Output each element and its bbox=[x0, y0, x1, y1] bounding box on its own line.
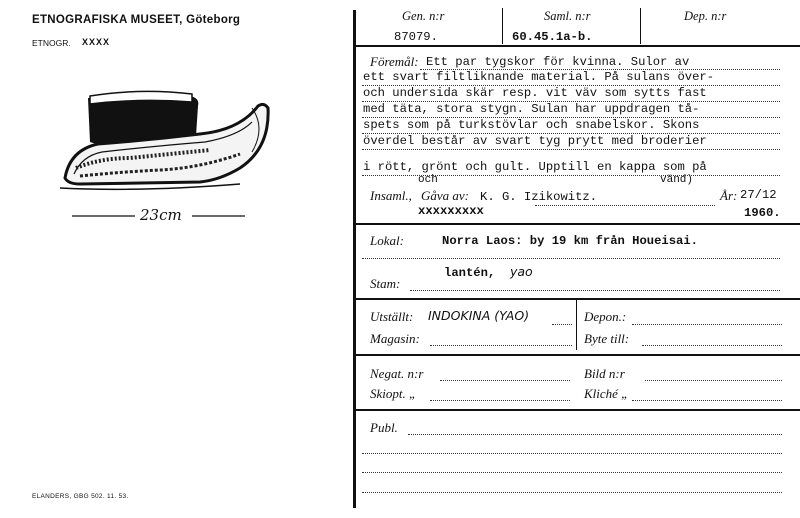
utstallt-handwritten: INDOKINA (YAO) bbox=[428, 308, 530, 323]
section-rule bbox=[355, 354, 800, 356]
dotted-line bbox=[440, 380, 570, 381]
saml-nr-label: Saml. n:r bbox=[544, 9, 591, 23]
foremal-line-1: Ett par tygskor för kvinna. Sulor av bbox=[426, 55, 690, 69]
gen-nr-value: 87079. bbox=[394, 30, 438, 44]
dotted-line bbox=[645, 380, 782, 381]
etnogr-label: ETNOGR. bbox=[32, 38, 71, 48]
header-divider-2 bbox=[640, 8, 641, 44]
publ-label: Publ. bbox=[370, 420, 398, 435]
skiopt-label: Skiopt. „ bbox=[370, 386, 417, 401]
kliche-label: Kliché „ bbox=[584, 386, 629, 401]
year-value: 1960. bbox=[744, 206, 781, 220]
insaml-label: Insaml., bbox=[370, 188, 412, 203]
dotted-line bbox=[420, 69, 780, 70]
foremal-line-3: och undersida skär resp. vit väv som sytts fast bbox=[363, 86, 707, 100]
gava-label: Gåva av: bbox=[421, 188, 470, 203]
dotted-line bbox=[642, 345, 782, 346]
dotted-line bbox=[430, 345, 572, 346]
dotted-line bbox=[362, 149, 780, 150]
header-rule bbox=[355, 45, 800, 47]
dotted-line bbox=[362, 453, 782, 454]
stam-value: lantén, bbox=[444, 266, 496, 280]
lokal-value: Norra Laos: by 19 km från Houeisai. bbox=[442, 234, 698, 248]
measurement-label: 23cm bbox=[140, 206, 182, 224]
dotted-line bbox=[362, 175, 780, 176]
gen-nr-label: Gen. n:r bbox=[402, 9, 445, 23]
dotted-line bbox=[362, 258, 780, 259]
ar-label: År: bbox=[720, 188, 738, 203]
card-left-border bbox=[353, 10, 356, 508]
foremal-insert-vand: vänd) bbox=[660, 174, 694, 186]
dep-nr-label: Dep. n:r bbox=[684, 9, 727, 23]
museum-title: ETNOGRAFISKA MUSEET, Göteborg bbox=[32, 14, 241, 26]
dotted-line bbox=[362, 117, 780, 118]
byte-label: Byte till: bbox=[584, 331, 630, 346]
stam-label: Stam: bbox=[370, 276, 401, 291]
dotted-line bbox=[362, 101, 780, 102]
foremal-line-6: överdel består av svart tyg prytt med broderier bbox=[363, 134, 707, 148]
section-rule bbox=[355, 223, 800, 225]
dotted-line bbox=[535, 205, 715, 206]
dotted-line bbox=[430, 400, 570, 401]
dotted-line bbox=[632, 400, 782, 401]
stam-handwritten: yao bbox=[510, 264, 533, 279]
magasin-label: Magasin: bbox=[370, 331, 420, 346]
printer-imprint: ELANDERS, GBG 502. 11. 53. bbox=[32, 493, 129, 500]
header-divider-1 bbox=[502, 8, 503, 44]
dotted-line bbox=[362, 472, 782, 473]
dotted-line bbox=[362, 85, 780, 86]
dotted-line bbox=[410, 290, 780, 291]
negat-label: Negat. n:r bbox=[370, 366, 424, 381]
dotted-line bbox=[632, 324, 782, 325]
foremal-line-5: spets som på turkstövlar och snabelskor. Skons bbox=[363, 118, 700, 132]
dotted-line bbox=[362, 492, 782, 493]
lokal-label: Lokal: bbox=[370, 233, 404, 248]
gava-value: K. G. Izikowitz. bbox=[480, 190, 598, 204]
ar-value: 27/12 bbox=[740, 188, 777, 202]
struck-text: xxxxxxxxx bbox=[418, 204, 484, 218]
utstallt-label: Utställt: bbox=[370, 309, 414, 324]
bild-label: Bild n:r bbox=[584, 366, 625, 381]
foremal-insert-och: och bbox=[418, 174, 438, 186]
foremal-line-4: med täta, stora stygn. Sulan har uppdragen tå- bbox=[363, 102, 700, 116]
utstallt-divider bbox=[576, 300, 577, 350]
foremal-label: Föremål: bbox=[370, 54, 419, 69]
depon-label: Depon.: bbox=[584, 309, 627, 324]
section-rule bbox=[355, 409, 800, 411]
saml-nr-value: 60.45.1a-b. bbox=[512, 30, 593, 44]
etnogr-struck-text: XXXX bbox=[82, 37, 111, 47]
section-rule bbox=[355, 298, 800, 300]
dotted-line bbox=[552, 324, 572, 325]
dotted-line bbox=[362, 133, 780, 134]
foremal-line-2: ett svart filtliknande material. På sulans över- bbox=[363, 70, 715, 84]
foremal-line-7: i rött, grönt och gult. Upptill en kappa som på bbox=[363, 160, 707, 174]
dotted-line bbox=[408, 434, 782, 435]
